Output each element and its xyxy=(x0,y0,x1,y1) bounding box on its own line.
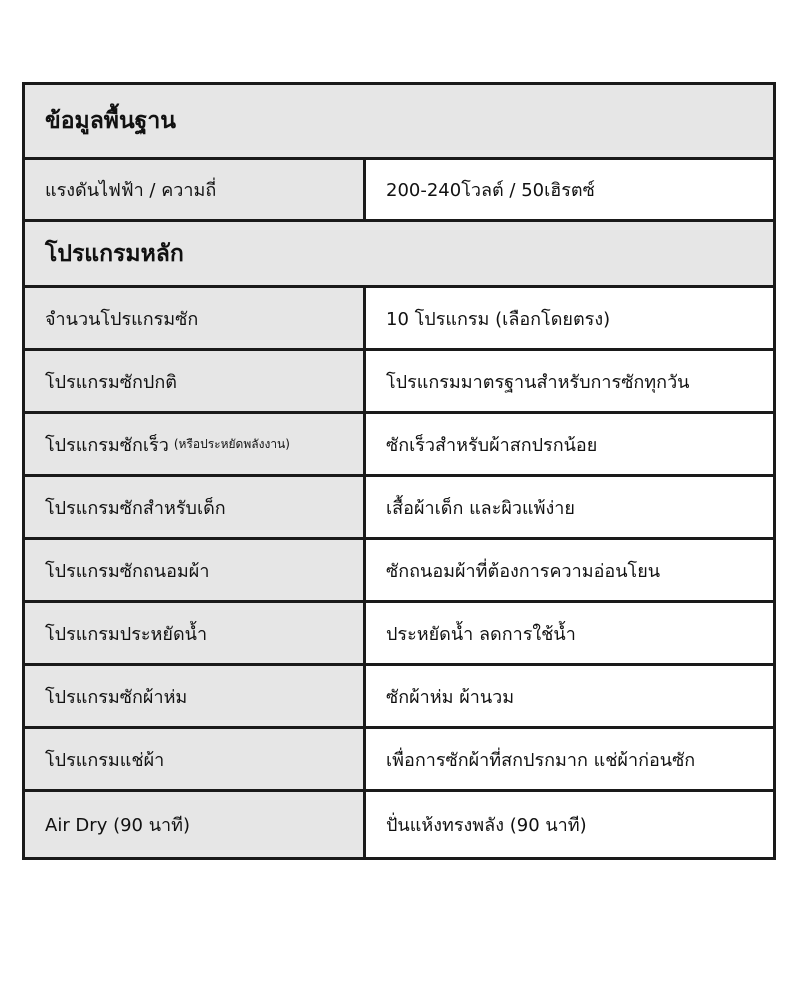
row-value: โปรแกรมมาตรฐานสำหรับการซักทุกวัน xyxy=(366,351,773,411)
table-row xyxy=(25,477,773,540)
row-label: โปรแกรมซักปกติ xyxy=(25,351,366,411)
row-label: โปรแกรมประหยัดน้ำ xyxy=(25,603,366,663)
table-row xyxy=(25,288,773,351)
table-row xyxy=(25,160,773,222)
row-value: ประหยัดน้ำ ลดการใช้น้ำ xyxy=(366,603,773,663)
row-value: ปั่นแห้งทรงพลัง (90 นาที) xyxy=(366,792,773,857)
row-value: 10 โปรแกรม (เลือกโดยตรง) xyxy=(366,288,773,348)
spec-table xyxy=(22,82,776,860)
row-label-with-note xyxy=(25,414,366,474)
table-row xyxy=(25,414,773,477)
row-label: โปรแกรมแช่ผ้า xyxy=(25,729,366,789)
table-row xyxy=(25,792,773,857)
row-label: แรงดันไฟฟ้า / ความถี่ xyxy=(25,160,366,219)
row-label: จำนวนโปรแกรมซัก xyxy=(25,288,366,348)
row-value: ซักผ้าห่ม ผ้านวม xyxy=(366,666,773,726)
table-row xyxy=(25,540,773,603)
row-label: โปรแกรมซักสำหรับเด็ก xyxy=(25,477,366,537)
row-label: โปรแกรมซักผ้าห่ม xyxy=(25,666,366,726)
table-row xyxy=(25,729,773,792)
table-row xyxy=(25,351,773,414)
table-row xyxy=(25,603,773,666)
row-value: 200-240โวลต์ / 50เฮิรตซ์ xyxy=(366,160,773,219)
row-value: เสื้อผ้าเด็ก และผิวแพ้ง่าย xyxy=(366,477,773,537)
row-value: เพื่อการซักผ้าที่สกปรกมาก แช่ผ้าก่อนซัก xyxy=(366,729,773,789)
row-value: ซักเร็วสำหรับผ้าสกปรกน้อย xyxy=(366,414,773,474)
table-row xyxy=(25,666,773,729)
row-label-note: (หรือประหยัดพลังงาน) xyxy=(173,436,290,451)
section-header-basic-info: ข้อมูลพื้นฐาน xyxy=(25,85,773,160)
row-label: โปรแกรมซักเร็ว xyxy=(45,434,169,456)
row-label: Air Dry (90 นาที) xyxy=(25,792,366,857)
row-label: โปรแกรมซักถนอมผ้า xyxy=(25,540,366,600)
row-value: ซักถนอมผ้าที่ต้องการความอ่อนโยน xyxy=(366,540,773,600)
section-header-main-programs: โปรแกรมหลัก xyxy=(25,222,773,288)
